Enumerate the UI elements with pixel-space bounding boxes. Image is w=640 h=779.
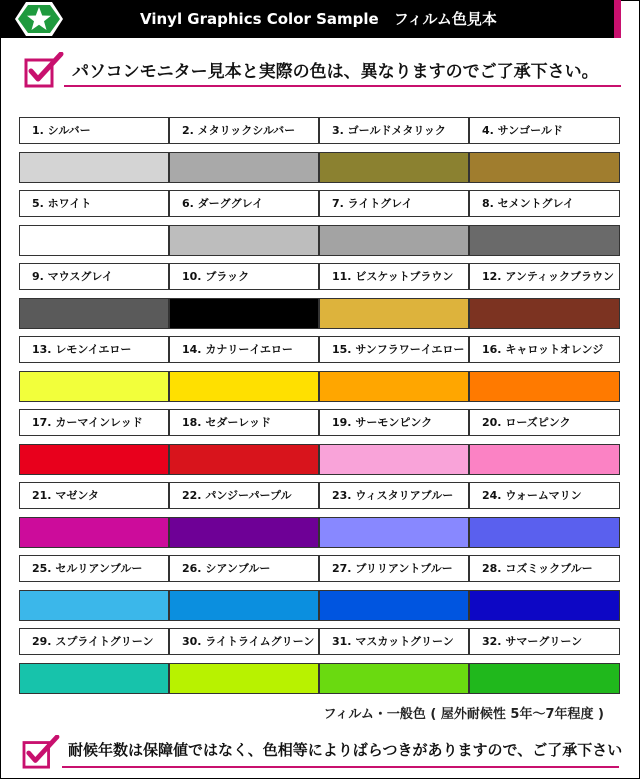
color-name-cell: 28. コズミックブルー (469, 555, 620, 582)
color-swatch (169, 590, 319, 621)
color-swatch (19, 152, 169, 183)
color-name-cell: 6. ダーググレイ (169, 190, 319, 217)
color-name-cell: 22. パンジーパープル (169, 482, 319, 509)
color-name-cell: 16. キャロットオレンジ (469, 336, 620, 363)
checkbox-check-icon (22, 735, 60, 769)
color-name-cell: 7. ライトグレイ (319, 190, 469, 217)
row-spacer (19, 256, 620, 263)
color-name-cell: 8. セメントグレイ (469, 190, 620, 217)
color-name-cell: 3. ゴールドメタリック (319, 117, 469, 144)
row-spacer (19, 436, 620, 444)
color-name-cell: 4. サンゴールド (469, 117, 620, 144)
color-swatch (469, 663, 620, 694)
color-name-cell: 15. サンフラワーイエロー (319, 336, 469, 363)
row-spacer (19, 509, 620, 517)
color-swatch (169, 298, 319, 329)
color-swatch (19, 371, 169, 402)
color-swatch (19, 225, 169, 256)
color-swatch (469, 225, 620, 256)
row-spacer (19, 655, 620, 663)
color-swatch (319, 298, 469, 329)
color-name-cell: 5. ホワイト (19, 190, 169, 217)
star-badge-icon (14, 0, 64, 38)
color-name-cell: 12. アンティックブラウン (469, 263, 620, 290)
row-spacer (19, 475, 620, 482)
color-name-cell: 24. ウォームマリン (469, 482, 620, 509)
color-name-cell: 1. シルバー (19, 117, 169, 144)
checkbox-check-icon (24, 52, 64, 88)
row-spacer (19, 183, 620, 190)
color-name-cell: 25. セルリアンブルー (19, 555, 169, 582)
row-spacer (19, 621, 620, 628)
color-name-cell: 30. ライトライムグリーン (169, 628, 319, 655)
color-swatch (19, 517, 169, 548)
row-spacer (19, 363, 620, 371)
notice-underline (62, 766, 619, 768)
color-name-cell: 11. ビスケットブラウン (319, 263, 469, 290)
color-name-cell: 2. メタリックシルバー (169, 117, 319, 144)
film-durability-note: フィルム・一般色 ( 屋外耐候性 5年～7年程度 ) (323, 707, 604, 722)
color-name-cell: 31. マスカットグリーン (319, 628, 469, 655)
color-swatch (469, 590, 620, 621)
color-name-cell: 26. シアンブルー (169, 555, 319, 582)
color-swatch (319, 517, 469, 548)
color-swatch (169, 371, 319, 402)
color-swatch (169, 663, 319, 694)
row-spacer (19, 582, 620, 590)
notice-monitor-color: パソコンモニター見本と実際の色は、異なりますのでご了承下さい。 (72, 62, 599, 82)
row-spacer (19, 402, 620, 409)
color-swatch (319, 444, 469, 475)
color-swatch (319, 663, 469, 694)
color-name-cell: 19. サーモンピンク (319, 409, 469, 436)
color-name-cell: 32. サマーグリーン (469, 628, 620, 655)
notice-durability-variance: 耐候年数は保障値ではなく、色相等によりばらつきがありますので、ご了承下さい (68, 741, 623, 759)
color-swatch (319, 590, 469, 621)
color-swatch (169, 152, 319, 183)
header-bar (0, 0, 620, 38)
color-swatch (169, 444, 319, 475)
notice-underline (64, 85, 621, 87)
color-swatch (19, 298, 169, 329)
color-name-cell: 27. ブリリアントブルー (319, 555, 469, 582)
color-name-cell: 29. スプライトグリーン (19, 628, 169, 655)
color-swatch (319, 152, 469, 183)
color-swatch (469, 371, 620, 402)
color-name-cell: 18. セダーレッド (169, 409, 319, 436)
color-swatch (319, 371, 469, 402)
header-title: Vinyl Graphics Color Sample フィルム色見本 (140, 10, 497, 28)
color-swatch (469, 298, 620, 329)
row-spacer (19, 217, 620, 225)
row-spacer (19, 290, 620, 298)
color-swatch (169, 517, 319, 548)
row-spacer (19, 548, 620, 555)
header-accent (614, 0, 621, 38)
color-name-cell: 21. マゼンタ (19, 482, 169, 509)
color-swatch (19, 590, 169, 621)
row-spacer (19, 144, 620, 152)
color-swatch (19, 444, 169, 475)
color-name-cell: 14. カナリーイエロー (169, 336, 319, 363)
color-swatch (169, 225, 319, 256)
color-name-cell: 23. ウィスタリアブルー (319, 482, 469, 509)
color-name-cell: 9. マウスグレイ (19, 263, 169, 290)
color-sample-grid (19, 117, 621, 694)
color-name-cell: 10. ブラック (169, 263, 319, 290)
color-swatch (469, 444, 620, 475)
color-name-cell: 17. カーマインレッド (19, 409, 169, 436)
row-spacer (19, 329, 620, 336)
color-swatch (19, 663, 169, 694)
color-swatch (319, 225, 469, 256)
color-name-cell: 13. レモンイエロー (19, 336, 169, 363)
color-swatch (469, 152, 620, 183)
color-name-cell: 20. ローズピンク (469, 409, 620, 436)
color-swatch (469, 517, 620, 548)
